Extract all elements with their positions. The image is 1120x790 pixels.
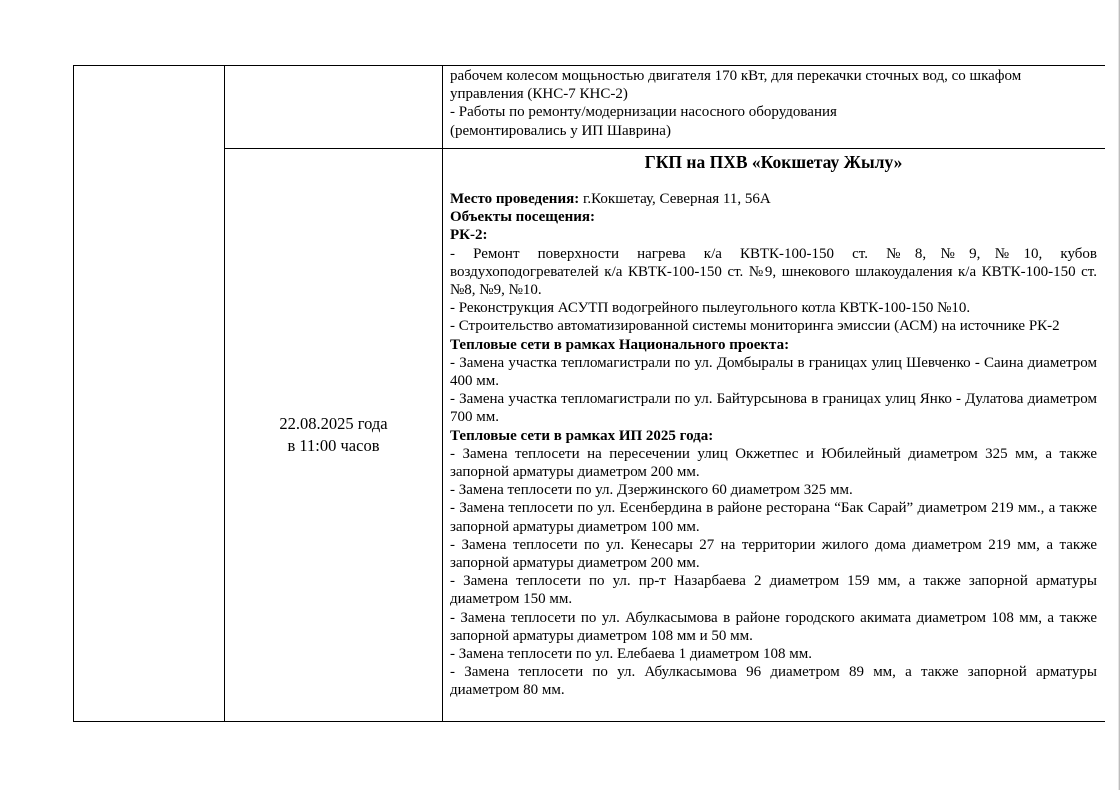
ip-item-8: - Замена теплосети по ул. Абулкасымова 96 диаметром 89 мм, а также запорной арматуры диаметром 80 мм. (450, 664, 1097, 699)
national-project-label: Тепловые сети в рамках Национального проекта: (450, 336, 790, 353)
page-edge-shadow (1118, 0, 1119, 790)
rk2-item-1 (450, 245, 1097, 300)
content-cell (450, 152, 1097, 700)
location-label: Место проведения: (450, 191, 580, 207)
row-divider (224, 148, 1105, 149)
ip-item-1: - Замена теплосети на пересечении улиц Окжетпес и Юбилейный диаметром 325 мм, а также запорной арматуры диаметром 200 мм. (450, 445, 1097, 481)
table-border-left (73, 65, 74, 722)
date-line: 22.08.2025 года (279, 414, 388, 433)
time-line: в 11:00 часов (287, 436, 380, 455)
prev-row-line1: рабочем колесом мощьностью двигателя 170 кВт, для перекачки сточных вод, со шкафом (450, 68, 1022, 84)
national-item-2: - Замена участка тепломагистрали по ул. Байтурсынова в границах улиц Янко - Дулатова диаметром 700 мм. (450, 391, 1097, 426)
prev-row-line2: управления (КНС-7 КНС-2) (450, 86, 628, 103)
ip-item-3: - Замена теплосети по ул. Есенбердина в районе ресторана “Бак Сарай” диаметром 219 мм., а также запорной арматуры диаметром 100 мм. (450, 500, 1097, 535)
organization-title: ГКП на ПХВ «Кокшетау Жылу» (644, 152, 903, 172)
objects-label: Объекты посещения: (450, 209, 596, 226)
column-divider-1 (224, 65, 225, 722)
ip-item-2: - Замена теплосети по ул. Дзержинского 60 диаметром 325 мм. (450, 482, 853, 499)
rk2-item-1-first-line: - Ремонт поверхности нагрева к/а КВТК-100-150 ст. №8,№9,№10, кубов (450, 245, 1097, 262)
rk2-item-3: - Строительство автоматизированной системы мониторинга эмиссии (АСМ) на источнике РК-2 (450, 318, 1060, 335)
ip-item-6: - Замена теплосети по ул. Абулкасымова в районе городского акимата диаметром 108 мм, а также запорной арматуры диаметром 108 мм и 50 мм. (450, 609, 1097, 644)
column-divider-2 (442, 65, 443, 722)
national-item-1: - Замена участка тепломагистрали по ул. Домбыралы в границах улиц Шевченко - Саина диаметром 400 мм. (450, 354, 1097, 390)
location-line (450, 190, 1097, 208)
prev-row-line4: (ремонтировались у ИП Шаврина) (450, 122, 671, 139)
rk2-item-1-rest: воздухоподогревателей к/а КВТК-100-150 ст. №9, шнекового шлакоудаления к/а КВТК-100-150 ст. №8, №9, №10. (450, 263, 1097, 299)
location-value: г.Кокшетау, Северная 11, 56А (582, 191, 771, 207)
ip-item-5: - Замена теплосети по ул. пр-т Назарбаева 2 диаметром 159 мм, а также запорной арматуры диаметром 150 мм. (450, 573, 1097, 608)
table-border-bottom (73, 721, 1105, 722)
ip-2025-label: Тепловые сети в рамках ИП 2025 года: (450, 427, 714, 444)
date-cell (225, 413, 442, 457)
ip-item-7: - Замена теплосети по ул. Елебаева 1 диаметром 108 мм. (450, 646, 812, 663)
rk2-label: РК-2: (450, 227, 488, 244)
table-border-top (73, 65, 1105, 66)
rk2-item-2: - Реконструкция АСУТП водогрейного пылеугольного котла КВТК-100-150 №10. (450, 300, 971, 317)
prev-row-cell (450, 67, 1105, 140)
prev-row-line3: - Работы по ремонту/модернизации насосного оборудования (450, 104, 837, 121)
ip-item-4: - Замена теплосети по ул. Кенесары 27 на территории жилого дома диаметром 219 мм, а также запорной арматуры диаметром 200 мм. (450, 536, 1097, 572)
